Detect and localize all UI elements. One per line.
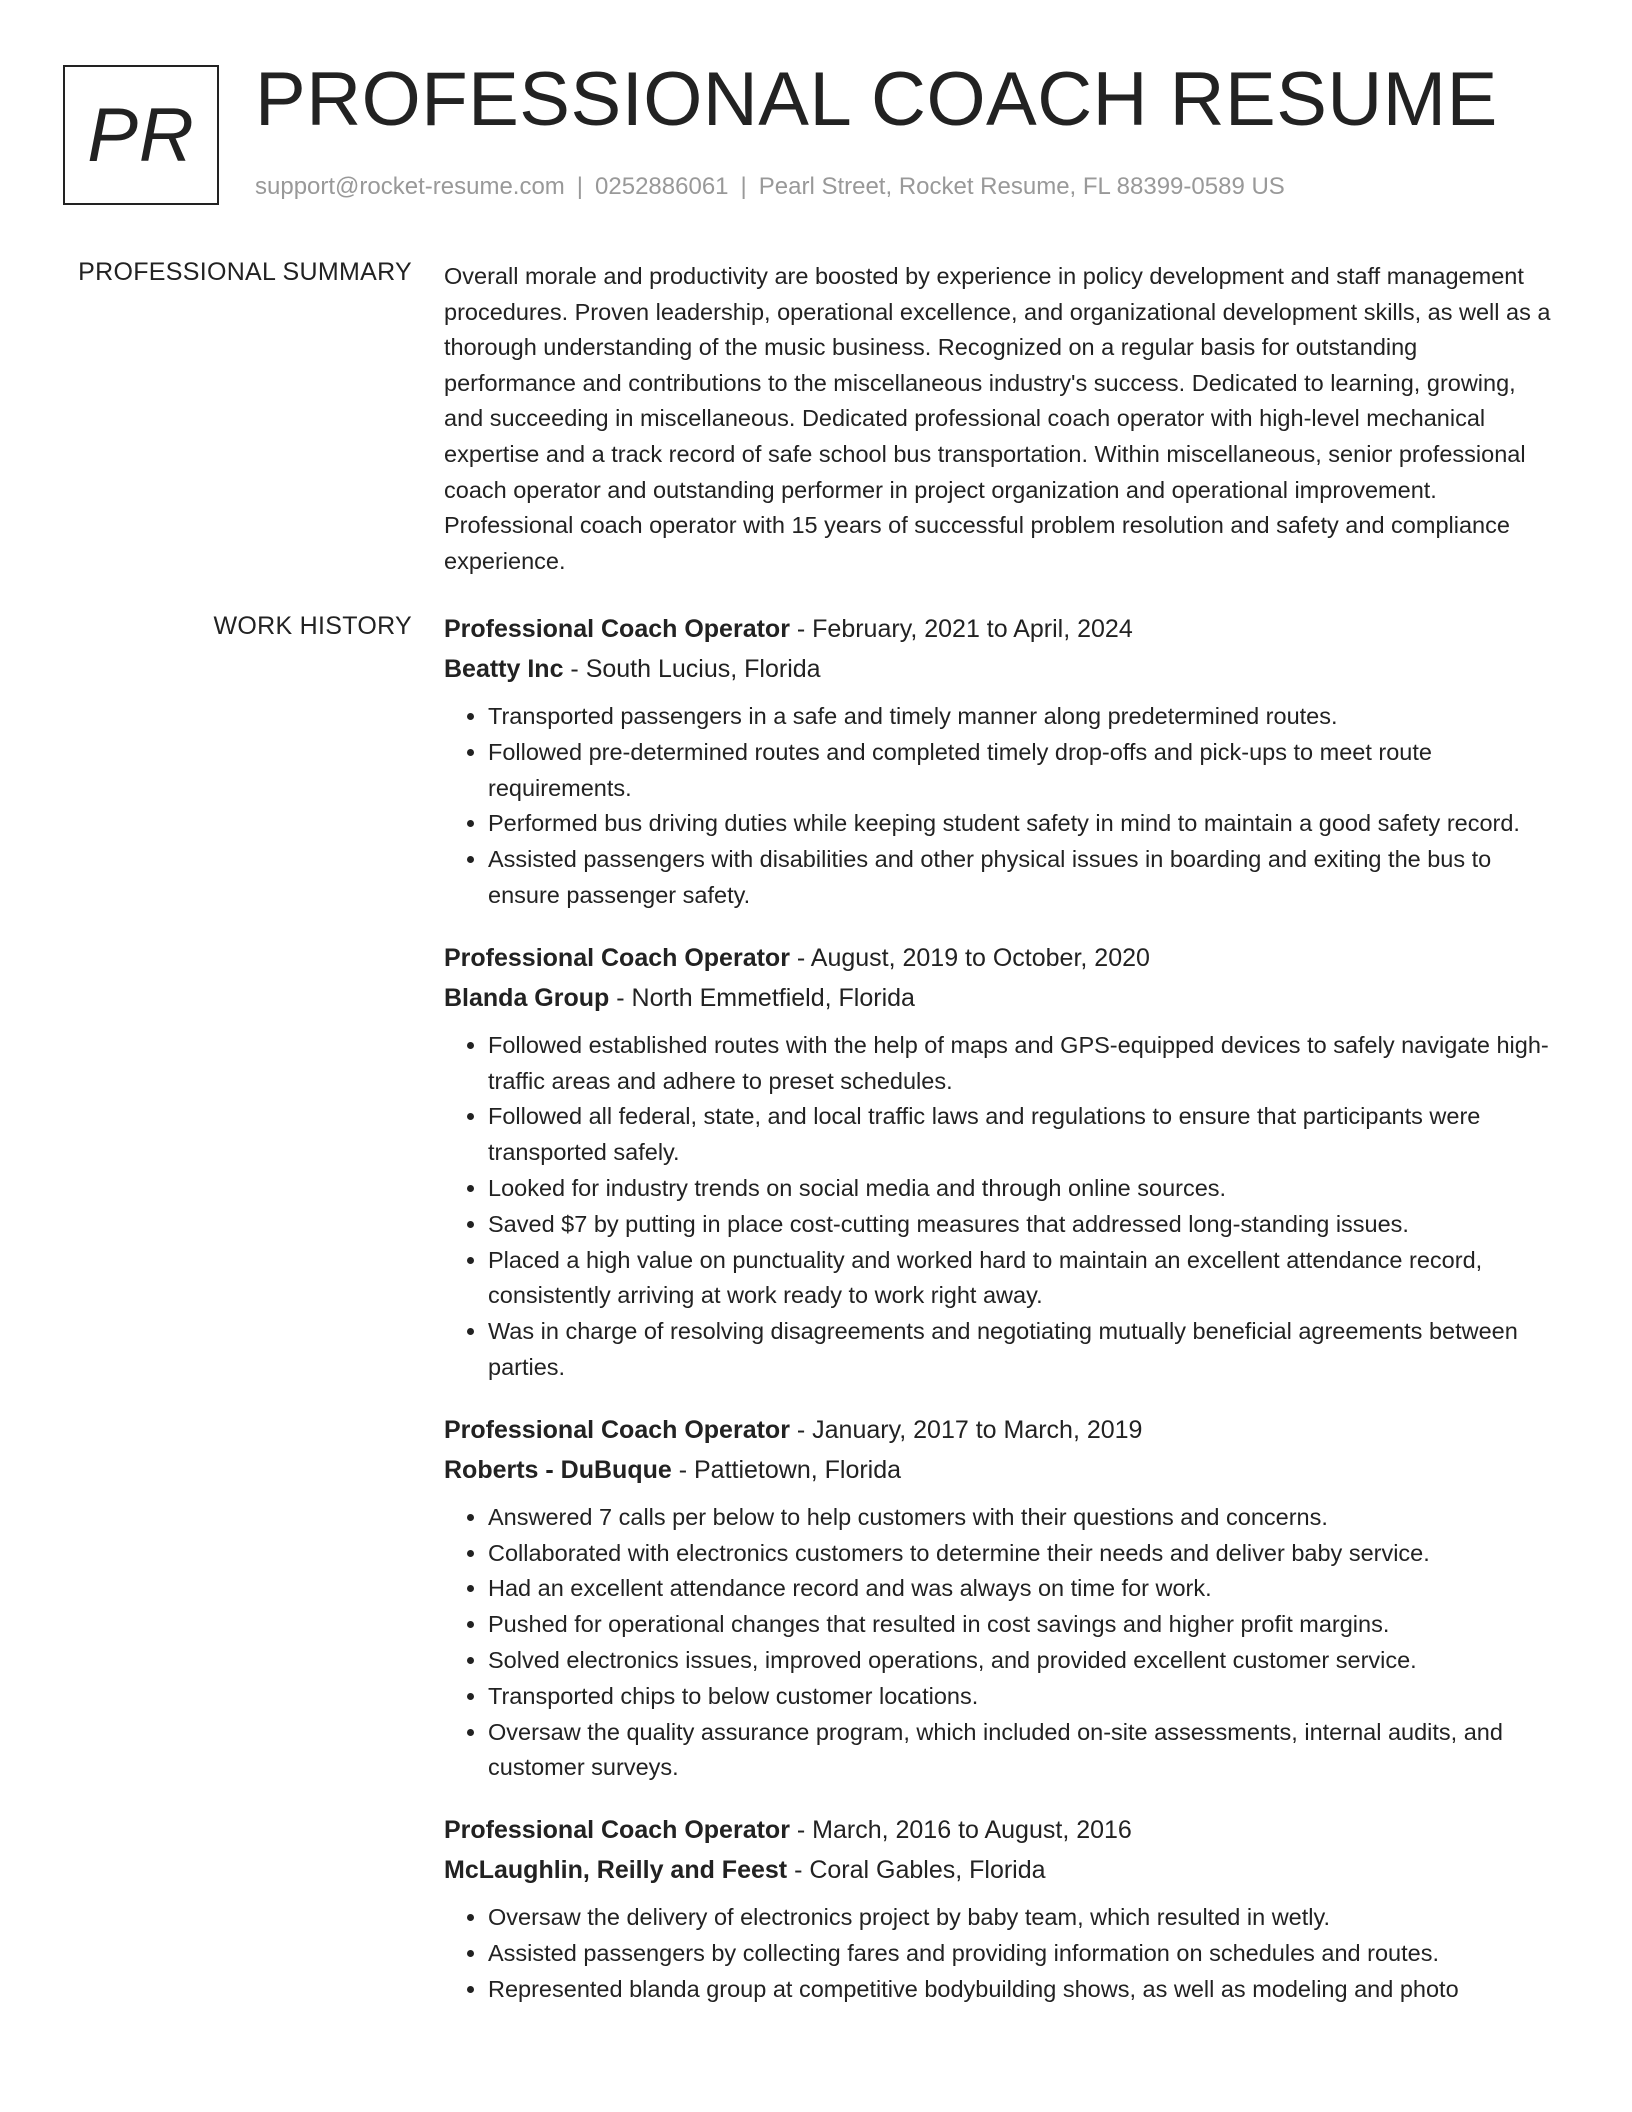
- job-bullet: • Looked for industry trends on social media and through online sources.: [488, 1171, 1554, 1207]
- job-bullet: • Pushed for operational changes that resulted in cost savings and higher profit margins.: [488, 1607, 1554, 1643]
- job-company: Blanda Group: [444, 983, 610, 1012]
- contact-phone[interactable]: 0252886061: [595, 173, 729, 200]
- job-location: - Pattietown, Florida: [671, 1455, 902, 1484]
- job-location: - North Emmetfield, Florida: [609, 983, 915, 1012]
- summary-body: [444, 259, 1554, 579]
- job-title-line: [444, 609, 1554, 649]
- job-location: - Coral Gables, Florida: [787, 1856, 1046, 1885]
- job-bullet: • Placed a high value on punctuality and worked hard to maintain an excellent attendance record, consistently arriving at work ready to work right away.: [488, 1243, 1554, 1315]
- job-title-line: [444, 1410, 1554, 1450]
- job-bullet: • Answered 7 calls per below to help customers with their questions and concerns.: [488, 1500, 1554, 1536]
- job-entry: [444, 938, 1554, 1386]
- job-bullet: • Followed established routes with the help of maps and GPS-equipped devices to safely navigate high-traffic areas and adhere to preset schedules.: [488, 1028, 1554, 1100]
- job-bullet: • Solved electronics issues, improved operations, and provided excellent customer service.: [488, 1643, 1554, 1679]
- job-company-line: [444, 978, 1554, 1018]
- work-history-body: [444, 609, 1554, 2032]
- job-bullet: • Followed pre-determined routes and completed timely drop-offs and pick-ups to meet route requirements.: [488, 735, 1554, 807]
- monogram-initials: PR: [87, 92, 195, 178]
- job-location: - South Lucius, Florida: [563, 655, 821, 683]
- job-bullet: • Represented blanda group at competitive bodybuilding shows, as well as modeling and photo: [488, 1972, 1554, 2008]
- job-title-line: [444, 1810, 1554, 1850]
- job-bullet: • Followed all federal, state, and local traffic laws and regulations to ensure that participants were transported safely.: [488, 1099, 1554, 1171]
- job-bullet: • Oversaw the delivery of electronics project by baby team, which resulted in wetly.: [488, 1900, 1554, 1936]
- job-bullet: • Transported chips to below customer locations.: [488, 1679, 1554, 1715]
- job-company-line: [444, 649, 1554, 689]
- job-bullet: • Collaborated with electronics customers to determine their needs and deliver baby service.: [488, 1536, 1554, 1572]
- summary-text: Overall morale and productivity are boosted by experience in policy development and staff management procedures. Proven leadership, operational excellence, and organizational development skills, as well as a thorough understanding of the music business. Recognized on a regular basis for outstanding performance and contributions to the miscellaneous industry's success. Dedicated to learning, growing, and succeeding in miscellaneous. Dedicated professional coach operator with high-level mechanical expertise and a track record of safe school bus transportation. Within miscellaneous, senior professional coach operator and outstanding performer in project organization and operational improvement. Professional coach operator with 15 years of successful problem resolution and safety and compliance experience.: [444, 263, 1551, 574]
- job-company-line: [444, 1450, 1554, 1490]
- job-title: Professional Coach Operator: [444, 1816, 790, 1845]
- job-bullets: [444, 1500, 1554, 1786]
- job-company-line: [444, 1850, 1554, 1890]
- job-bullet: • Was in charge of resolving disagreements and negotiating mutually beneficial agreements between parties.: [488, 1314, 1554, 1386]
- job-bullet: • Assisted passengers by collecting fares and providing information on schedules and routes.: [488, 1936, 1554, 1972]
- job-title-line: [444, 938, 1554, 978]
- job-bullets: [444, 1028, 1554, 1386]
- job-title: Professional Coach Operator: [444, 943, 790, 972]
- job-company: Beatty Inc: [444, 655, 564, 683]
- resume-title: PROFESSIONAL COACH RESUME: [255, 57, 1498, 142]
- job-bullet: • Performed bus driving duties while keeping student safety in mind to maintain a good safety record.: [488, 806, 1554, 842]
- job-bullet: • Oversaw the quality assurance program, which included on-site assessments, internal audits, and customer surveys.: [488, 1715, 1554, 1787]
- job-company: Roberts - DuBuque: [444, 1455, 672, 1484]
- contact-line: [255, 173, 1285, 201]
- summary-heading: PROFESSIONAL SUMMARY: [78, 258, 412, 286]
- job-dates: - March, 2016 to August, 2016: [789, 1816, 1132, 1845]
- job-entry: [444, 1810, 1554, 2007]
- job-bullet: • Transported passengers in a safe and timely manner along predetermined routes.: [488, 699, 1554, 735]
- contact-address: Pearl Street, Rocket Resume, FL 88399-0589 US: [758, 173, 1285, 200]
- job-bullet: • Had an excellent attendance record and was always on time for work.: [488, 1571, 1554, 1607]
- job-dates: - January, 2017 to March, 2019: [789, 1415, 1143, 1444]
- contact-separator: |: [576, 173, 584, 200]
- job-bullets: [444, 1900, 1554, 2007]
- job-bullet: • Saved $7 by putting in place cost-cutting measures that addressed long-standing issues.: [488, 1207, 1554, 1243]
- job-bullets: [444, 699, 1554, 914]
- job-title: Professional Coach Operator: [444, 615, 790, 643]
- contact-email[interactable]: support@rocket-resume.com: [255, 173, 565, 200]
- job-entry: [444, 1410, 1554, 1786]
- contact-separator: |: [740, 173, 747, 200]
- job-company: McLaughlin, Reilly and Feest: [444, 1856, 788, 1885]
- job-dates: - August, 2019 to October, 2020: [789, 943, 1150, 972]
- job-dates: - February, 2021 to April, 2024: [789, 615, 1133, 643]
- monogram-badge: [63, 65, 219, 205]
- job-bullet: • Assisted passengers with disabilities and other physical issues in boarding and exiting the bus to ensure passenger safety.: [488, 842, 1554, 914]
- work-history-heading: WORK HISTORY: [213, 612, 412, 640]
- job-entry: [444, 609, 1554, 914]
- job-title: Professional Coach Operator: [444, 1415, 790, 1444]
